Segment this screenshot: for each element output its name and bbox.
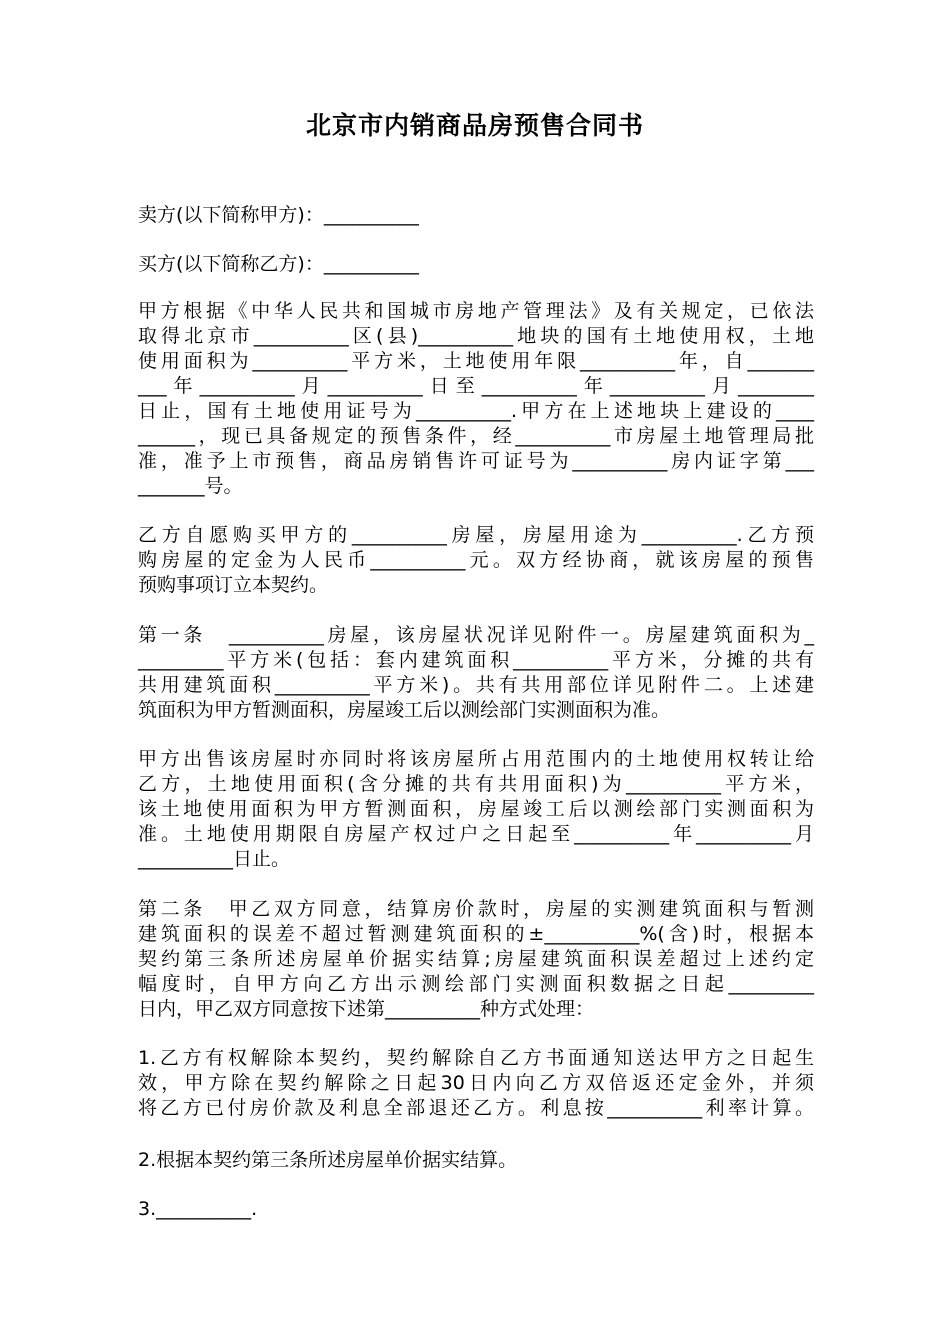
contract-line: 买方(以下简称乙方)：__________ <box>138 253 419 275</box>
contract-line: 第一条 __________房屋，该房屋状况详见附件一。房屋建筑面积为_ <box>138 624 814 646</box>
contract-line: 将乙方已付房价款及利息全部退还乙方。利息按__________利率计算。 <box>138 1097 814 1119</box>
contract-line: 乙方，土地使用面积(含分摊的共有共用面积)为__________平方米， <box>138 773 814 795</box>
contract-line: 共用建筑面积__________平方米)。共有共用部位详见附件二。上述建 <box>138 674 814 696</box>
contract-line: 甲方出售该房屋时亦同时将该房屋所占用范围内的土地使用权转让给 <box>138 748 814 770</box>
contract-line: 购房屋的定金为人民币__________元。双方经协商，就该房屋的预售 <box>138 549 814 571</box>
contract-line: 3.__________. <box>138 1198 258 1220</box>
contract-line: 2.根据本契约第三条所述房屋单价据实结算。 <box>138 1149 518 1171</box>
contract-line: 契约第三条所述房屋单价据实结算;房屋建筑面积误差超过上述约定 <box>138 948 814 970</box>
contract-line: 建筑面积的误差不超过暂测建筑面积的±__________%(含)时，根据本 <box>138 923 814 945</box>
contract-line: 乙方自愿购买甲方的__________房屋，房屋用途为__________.乙方预 <box>138 524 814 546</box>
contract-line: 该土地使用面积为甲方暂测面积，房屋竣工后以测绘部门实测面积为 <box>138 798 814 820</box>
contract-line: 甲方根据《中华人民共和国城市房地产管理法》及有关规定，已依法 <box>138 300 814 322</box>
contract-line: 卖方(以下简称甲方)：__________ <box>138 204 419 226</box>
contract-line: 日止，国有土地使用证号为__________.甲方在上述地块上建设的____ <box>138 400 814 422</box>
contract-line: 预购事项订立本契约。 <box>138 574 329 596</box>
contract-line: 准。土地使用期限自房屋产权过户之日起至__________年__________月 <box>138 823 814 845</box>
document-title: 北京市内销商品房预售合同书 <box>305 111 644 140</box>
contract-line: 效，甲方除在契约解除之日起30日内向乙方双倍返还定金外，并须 <box>138 1072 814 1094</box>
contract-line: 日内，甲乙双方同意按下述第__________种方式处理： <box>138 998 595 1020</box>
contract-line: 第二条 甲乙双方同意，结算房价款时，房屋的实测建筑面积与暂测 <box>138 898 814 920</box>
contract-line: 幅度时，自甲方向乙方出示测绘部门实测面积数据之日起_________ <box>138 973 814 995</box>
contract-line: __________日止。 <box>138 848 291 870</box>
contract-line: ___年__________月__________日至__________年__________月________ <box>138 375 814 397</box>
contract-line: 准，准予上市预售，商品房销售许可证号为__________房内证字第___ <box>138 450 814 472</box>
contract-line: ______，现已具备规定的预售条件，经__________市房屋土地管理局批 <box>138 425 814 447</box>
contract-line: 使用面积为__________平方米，土地使用年限__________年，自_______ <box>138 350 814 372</box>
contract-line: 取得北京市__________区(县)__________地块的国有土地使用权，土地 <box>138 325 814 347</box>
contract-line: 筑面积为甲方暂测面积，房屋竣工后以测绘部门实测面积为准。 <box>138 699 671 721</box>
contract-line: 1.乙方有权解除本契约，契约解除自乙方书面通知送达甲方之日起生 <box>138 1047 814 1069</box>
contract-line: _______号。 <box>138 475 243 497</box>
contract-line: _________平方米(包括：套内建筑面积__________平方米，分摊的共有 <box>138 649 814 671</box>
